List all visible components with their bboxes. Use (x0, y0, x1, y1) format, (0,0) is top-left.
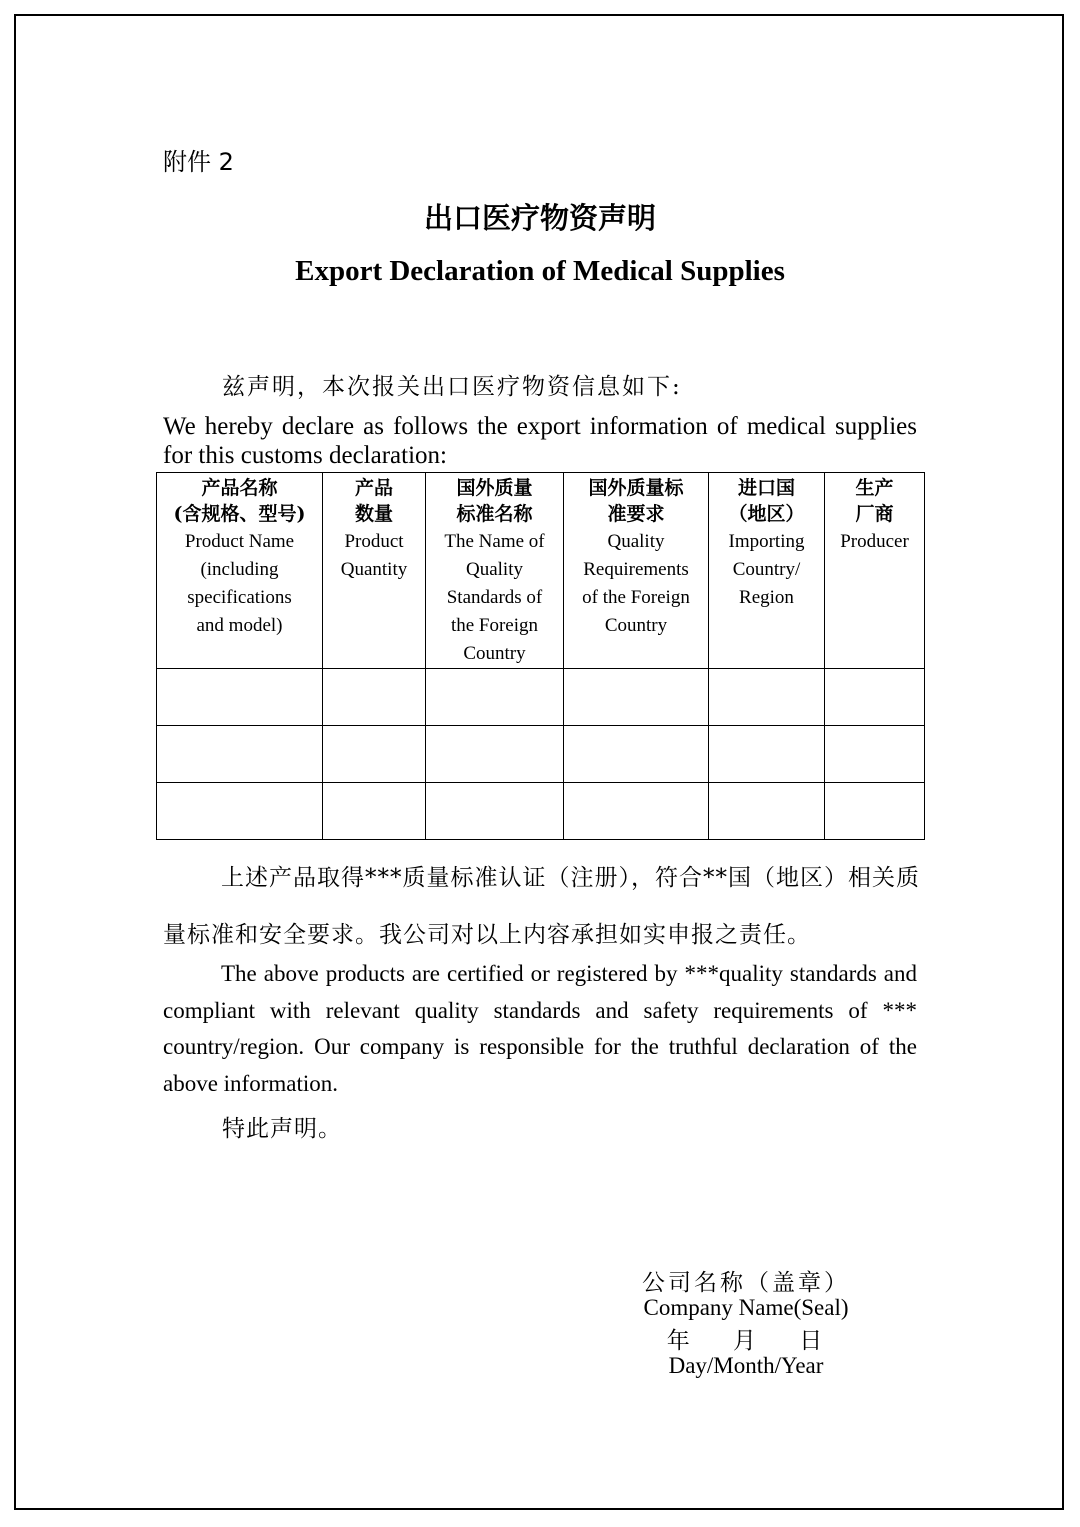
table-row (157, 726, 925, 783)
table-cell (825, 669, 925, 726)
table-cell (157, 726, 323, 783)
header-producer (825, 473, 925, 669)
header-en: Quality Requirements of the Foreign Country (582, 531, 690, 636)
date-english: Day/Month/Year (668, 1353, 824, 1378)
title-chinese: 出口医疗物资声明 (423, 201, 656, 235)
header-quality-standard-name (426, 473, 564, 669)
table-cell (426, 669, 564, 726)
table-cell (825, 726, 925, 783)
intro-english: We hereby declare as follows the export information of medical supplies for this customs declaration: (163, 413, 917, 469)
company-name-chinese: 公司名称（盖章） (642, 1270, 850, 1296)
table-cell (323, 726, 426, 783)
header-en: The Name of Quality Standards of the Foreign Country (444, 531, 545, 664)
statement-english: The above products are certified or registered by ***quality standards and compliant with relevant quality standards and safety requirements of *** country/region. Our company is responsible for the truthful declaration of the above information. (163, 961, 917, 1096)
header-cn: 进口国 （地区） (728, 477, 805, 525)
header-cn: 产品名称 (含规格、型号) (173, 477, 306, 525)
header-product-quantity (323, 473, 426, 669)
table-cell (157, 669, 323, 726)
header-quality-requirements (564, 473, 709, 669)
table-cell (564, 726, 709, 783)
header-en: Producer (840, 531, 909, 552)
table-cell (564, 669, 709, 726)
attachment-label: 附件 2 (163, 148, 234, 176)
title-english: Export Declaration of Medical Supplies (295, 255, 785, 287)
date-chinese: 年 月 日 (666, 1328, 826, 1354)
table-cell (157, 783, 323, 840)
header-cn: 生产 厂商 (855, 477, 894, 525)
table-cell (825, 783, 925, 840)
company-name-english: Company Name(Seal) (643, 1295, 849, 1320)
table-cell (323, 783, 426, 840)
table-cell (426, 783, 564, 840)
table-cell (709, 669, 825, 726)
table-cell (426, 726, 564, 783)
table-cell (564, 783, 709, 840)
header-product-name (157, 473, 323, 669)
statement-chinese: 上述产品取得***质量标准认证（注册），符合**国（地区）相关质量标准和安全要求。我公司对以上内容承担如实申报之责任。 (163, 865, 920, 948)
intro-chinese: 兹声明，本次报关出口医疗物资信息如下: (222, 374, 682, 400)
header-cn: 国外质量 标准名称 (456, 477, 533, 525)
table-row (157, 669, 925, 726)
table-row (157, 783, 925, 840)
closing-statement: 特此声明。 (222, 1116, 342, 1142)
table-cell (323, 669, 426, 726)
header-cn: 国外质量标 准要求 (588, 477, 684, 525)
table-cell (709, 726, 825, 783)
header-en: Importing Country/ Region (728, 531, 805, 608)
header-en: Product Name (including specifications and model) (184, 531, 295, 636)
declaration-table (156, 472, 925, 840)
header-en: Product Quantity (340, 531, 408, 580)
header-cn: 产品 数量 (354, 477, 393, 525)
table-header-row (157, 473, 925, 669)
header-importing-country (709, 473, 825, 669)
table-cell (709, 783, 825, 840)
